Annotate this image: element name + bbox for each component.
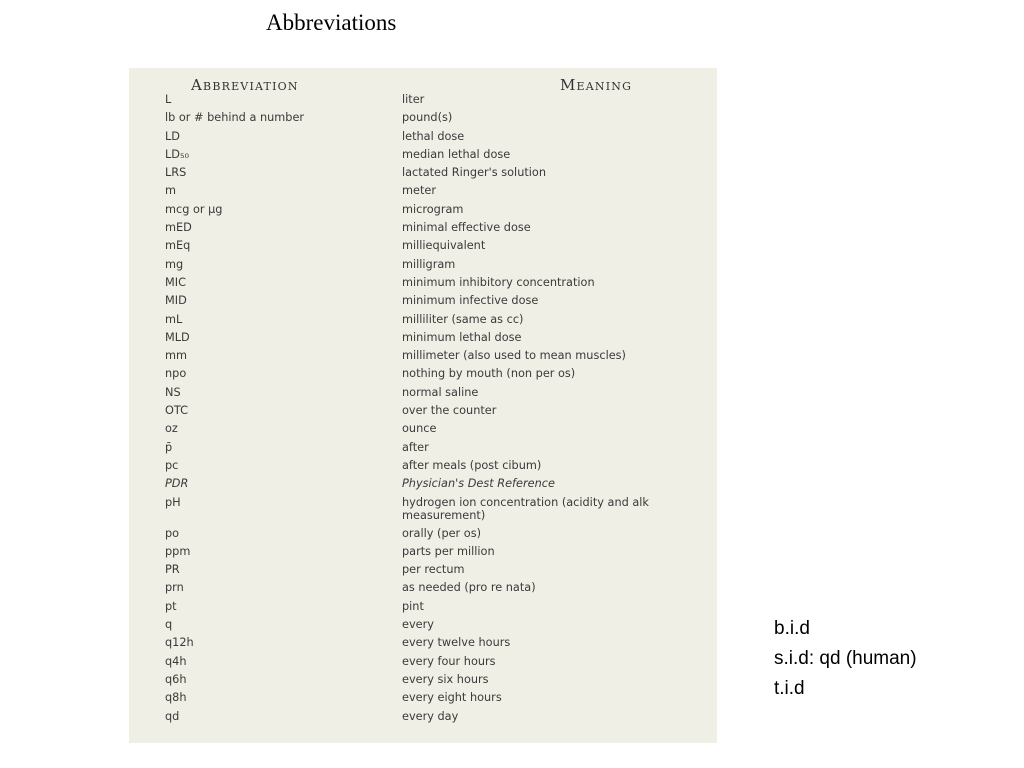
meaning-cell: minimum inhibitory concentration bbox=[402, 275, 595, 289]
abbreviation-cell: MID bbox=[165, 294, 187, 308]
abbreviation-cell: q bbox=[165, 618, 173, 632]
abbreviation-cell: q4h bbox=[165, 654, 187, 668]
table-row bbox=[129, 166, 717, 184]
abbreviation-cell: PDR bbox=[165, 477, 189, 491]
table-row bbox=[129, 459, 717, 477]
meaning-cell: over the counter bbox=[402, 404, 497, 418]
meaning-cell: per rectum bbox=[402, 563, 465, 577]
note-item: b.i.d bbox=[774, 618, 810, 639]
abbreviation-cell: NS bbox=[165, 385, 181, 399]
meaning-cell: after bbox=[402, 440, 429, 454]
table-row bbox=[129, 636, 717, 654]
abbreviation-cell: LD bbox=[165, 129, 180, 143]
meaning-cell: minimum lethal dose bbox=[402, 330, 522, 344]
abbreviation-cell: qd bbox=[165, 709, 180, 723]
note-item: s.i.d: qd (human) bbox=[774, 648, 917, 669]
abbreviation-cell: LRS bbox=[165, 166, 187, 180]
meaning-cell: every day bbox=[402, 709, 459, 723]
meaning-cell: orally (per os) bbox=[402, 526, 482, 540]
table-row bbox=[129, 184, 717, 202]
table-row bbox=[129, 93, 717, 111]
table-row bbox=[129, 349, 717, 367]
meaning-cell: pound(s) bbox=[402, 111, 453, 125]
abbreviation-cell: q6h bbox=[165, 672, 187, 686]
meaning-cell: as needed (pro re nata) bbox=[402, 581, 536, 595]
abbreviation-cell: mm bbox=[165, 349, 188, 363]
meaning-cell: parts per million bbox=[402, 544, 495, 558]
abbreviation-cell: mg bbox=[165, 257, 184, 271]
table-row bbox=[129, 258, 717, 276]
meaning-cell: lactated Ringer's solution bbox=[402, 166, 546, 180]
table-row bbox=[129, 294, 717, 312]
table-row bbox=[129, 276, 717, 294]
table-row bbox=[129, 527, 717, 545]
abbreviation-cell: OTC bbox=[165, 404, 189, 418]
meaning-cell: median lethal dose bbox=[402, 147, 511, 161]
column-header-abbreviation: Abbreviation bbox=[191, 76, 299, 94]
meaning-cell: microgram bbox=[402, 202, 464, 216]
table-row bbox=[129, 655, 717, 673]
meaning-cell: millimeter (also used to mean muscles) bbox=[402, 349, 626, 363]
meaning-cell: meter bbox=[402, 184, 436, 198]
abbreviation-cell: mED bbox=[165, 221, 192, 235]
table-row bbox=[129, 111, 717, 129]
table-row bbox=[129, 422, 717, 440]
abbreviation-cell: MLD bbox=[165, 330, 190, 344]
meaning-cell: nothing by mouth (non per os) bbox=[402, 367, 576, 381]
table-row bbox=[129, 496, 717, 527]
abbreviation-cell: lb or # behind a number bbox=[165, 111, 305, 125]
abbreviation-cell: LD₅₀ bbox=[165, 147, 190, 161]
meaning-cell: hydrogen ion concentration (acidity and alk measurement) bbox=[402, 495, 649, 523]
abbreviation-cell: MIC bbox=[165, 275, 186, 289]
meaning-cell: every twelve hours bbox=[402, 636, 511, 650]
abbreviation-cell: mcg or μg bbox=[165, 202, 223, 216]
table-row bbox=[129, 148, 717, 166]
abbreviation-cell: pc bbox=[165, 458, 179, 472]
abbreviation-cell: npo bbox=[165, 367, 187, 381]
meaning-cell: every eight hours bbox=[402, 691, 502, 705]
table-row bbox=[129, 203, 717, 221]
meaning-cell: after meals (post cibum) bbox=[402, 458, 542, 472]
abbreviation-cell: prn bbox=[165, 581, 184, 595]
table-row bbox=[129, 386, 717, 404]
abbreviation-cell: pt bbox=[165, 599, 177, 613]
abbreviation-cell: mEq bbox=[165, 239, 191, 253]
meaning-cell: milliequivalent bbox=[402, 239, 486, 253]
abbreviation-cell: p̄ bbox=[165, 440, 173, 454]
meaning-cell: liter bbox=[402, 93, 425, 106]
abbreviation-cell: oz bbox=[165, 422, 178, 436]
abbreviation-cell: q12h bbox=[165, 636, 194, 650]
slide-title: Abbreviations bbox=[266, 10, 397, 35]
table-row bbox=[129, 600, 717, 618]
meaning-cell: normal saline bbox=[402, 385, 479, 399]
meaning-cell: milligram bbox=[402, 257, 456, 271]
meaning-cell: ounce bbox=[402, 422, 437, 436]
meaning-cell: minimal effective dose bbox=[402, 221, 531, 235]
meaning-cell: lethal dose bbox=[402, 129, 465, 143]
table-row bbox=[129, 673, 717, 691]
note-item: t.i.d bbox=[774, 678, 805, 699]
column-header-meaning: Meaning bbox=[560, 76, 633, 94]
table-row bbox=[129, 545, 717, 563]
table-body bbox=[129, 93, 717, 728]
abbreviation-cell: po bbox=[165, 526, 180, 540]
table-row bbox=[129, 618, 717, 636]
table-row bbox=[129, 313, 717, 331]
table-row bbox=[129, 221, 717, 239]
abbreviations-table bbox=[129, 68, 717, 743]
table-row bbox=[129, 477, 717, 495]
table-row bbox=[129, 367, 717, 385]
table-row bbox=[129, 563, 717, 581]
table-row bbox=[129, 331, 717, 349]
table-row bbox=[129, 710, 717, 728]
table-row bbox=[129, 239, 717, 257]
table-row bbox=[129, 691, 717, 709]
abbreviation-cell: ppm bbox=[165, 544, 191, 558]
meaning-cell: pint bbox=[402, 599, 424, 613]
abbreviation-cell: q8h bbox=[165, 691, 187, 705]
table-row bbox=[129, 441, 717, 459]
meaning-cell: Physician's Dest Reference bbox=[402, 477, 555, 491]
table-row bbox=[129, 404, 717, 422]
side-notes bbox=[774, 614, 917, 704]
meaning-cell: every four hours bbox=[402, 654, 496, 668]
meaning-cell: milliliter (same as cc) bbox=[402, 312, 524, 326]
meaning-cell: every six hours bbox=[402, 672, 489, 686]
table-row bbox=[129, 130, 717, 148]
abbreviation-cell: pH bbox=[165, 495, 181, 509]
abbreviation-cell: PR bbox=[165, 563, 180, 577]
meaning-cell: minimum infective dose bbox=[402, 294, 539, 308]
table-row bbox=[129, 581, 717, 599]
abbreviation-cell: m bbox=[165, 184, 177, 198]
abbreviation-cell: L bbox=[165, 93, 172, 106]
meaning-cell: every bbox=[402, 618, 434, 632]
abbreviation-cell: mL bbox=[165, 312, 183, 326]
